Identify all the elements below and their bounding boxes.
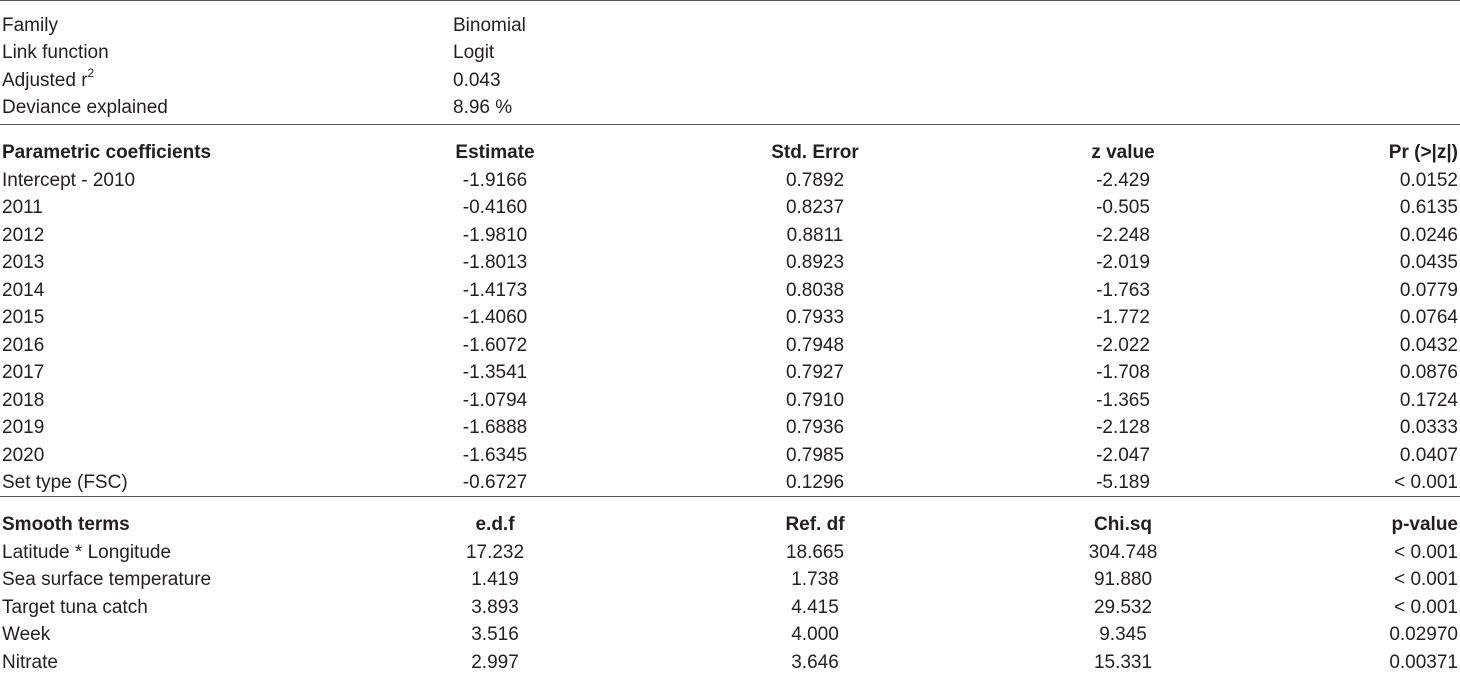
meta-label: Deviance explained (2, 97, 168, 118)
table-cell: 4.415 (791, 596, 839, 618)
table-cell: < 0.001 (1394, 569, 1458, 590)
table-cell: 0.0779 (1399, 279, 1458, 301)
smooth-header-row (0, 512, 1460, 538)
table-cell: 29.532 (1093, 596, 1153, 618)
column-header: Pr (>|z|) (1388, 142, 1458, 163)
column-header: e.d.f (475, 514, 515, 535)
table-row (0, 333, 1460, 359)
table-cell: 0.7936 (785, 417, 845, 438)
table-cell: 0.0407 (1399, 444, 1458, 466)
table-cell: -1.772 (1096, 307, 1150, 328)
table-cell: Intercept - 2010 (2, 169, 136, 191)
table-cell: -1.4060 (462, 307, 528, 328)
table-cell: 0.1296 (785, 472, 845, 493)
table-cell: Latitude * Longitude (2, 541, 172, 563)
table-cell: 3.893 (471, 596, 519, 618)
column-header: z value (1091, 142, 1155, 163)
table-cell: 15.331 (1093, 651, 1153, 673)
table-cell: < 0.001 (1394, 596, 1458, 618)
table-cell: -0.4160 (462, 197, 528, 218)
table-cell: Nitrate (2, 651, 58, 673)
table-row (0, 250, 1460, 276)
meta-row-family (0, 13, 1460, 39)
table-cell: -2.019 (1096, 252, 1150, 273)
table-cell: -1.0794 (462, 389, 528, 411)
table-row (0, 360, 1460, 386)
table-cell: 0.7985 (785, 444, 845, 466)
table-cell: Sea surface temperature (2, 569, 212, 590)
meta-label (2, 65, 95, 94)
table-row (0, 195, 1460, 221)
meta-label-text: Adjusted r (2, 70, 88, 91)
table-cell: < 0.001 (1394, 472, 1458, 493)
table-cell: 0.0432 (1399, 334, 1458, 356)
table-row (0, 223, 1460, 249)
meta-value: 0.043 (453, 70, 501, 91)
superscript: 2 (87, 65, 95, 80)
table-cell: 0.8237 (785, 197, 845, 218)
table-row (0, 470, 1460, 496)
table-cell: 18.665 (785, 541, 845, 563)
table-cell: -0.6727 (462, 472, 528, 493)
table-cell: 9.345 (1099, 624, 1147, 645)
top-rule (0, 0, 1460, 1)
table-cell: -1.4173 (462, 279, 528, 301)
table-row (0, 415, 1460, 441)
table-row (0, 622, 1460, 648)
parametric-header-row (0, 140, 1460, 166)
table-cell: 0.7948 (785, 334, 845, 356)
table-cell: Set type (FSC) (2, 472, 128, 493)
table-cell: -2.022 (1096, 334, 1150, 356)
table-cell: 0.00371 (1389, 651, 1458, 673)
table-cell: 304.748 (1088, 541, 1158, 563)
column-header: Smooth terms (2, 514, 130, 535)
table-cell: -5.189 (1096, 472, 1150, 493)
table-cell: 3.516 (471, 624, 519, 645)
table-cell: -1.9166 (462, 169, 528, 191)
table-cell: 0.8038 (785, 279, 845, 301)
table-cell: -1.365 (1096, 389, 1150, 411)
section-rule (0, 496, 1460, 497)
column-header: Chi.sq (1093, 514, 1153, 535)
table-cell: 2017 (2, 362, 45, 383)
column-header: Parametric coefficients (2, 142, 212, 163)
table-cell: -1.6888 (462, 417, 528, 438)
table-row (0, 567, 1460, 593)
table-cell: 0.7933 (785, 307, 845, 328)
meta-row-deviance (0, 95, 1460, 121)
table-cell: -2.248 (1096, 224, 1150, 246)
table-row (0, 595, 1460, 621)
table-cell: 2015 (2, 307, 45, 328)
table-cell: -0.505 (1096, 197, 1150, 218)
table-cell: 0.8923 (785, 252, 845, 273)
table-cell: 0.0246 (1399, 224, 1458, 246)
meta-value: Binomial (453, 15, 526, 36)
column-header: Estimate (455, 142, 535, 163)
table-cell: 1.738 (791, 569, 839, 590)
meta-label: Link function (2, 42, 109, 63)
table-cell: 2018 (2, 389, 45, 411)
table-row (0, 168, 1460, 194)
table-cell: 0.0152 (1399, 169, 1458, 191)
table-cell: 0.6135 (1399, 197, 1458, 218)
table-cell: 0.0876 (1399, 362, 1458, 383)
table-cell: 0.0764 (1399, 307, 1458, 328)
meta-value: 8.96 % (453, 97, 513, 118)
table-cell: < 0.001 (1394, 541, 1458, 563)
column-header: Std. Error (771, 142, 859, 163)
table-cell: 17.232 (465, 541, 525, 563)
table-cell: 0.0333 (1399, 417, 1458, 438)
table-cell: -1.9810 (462, 224, 528, 246)
table-cell: 1.419 (471, 569, 519, 590)
table-cell: 0.7910 (785, 389, 845, 411)
meta-row-adjusted-r2 (0, 65, 1460, 94)
table-cell: 0.8811 (786, 224, 844, 246)
table-cell: -1.6345 (462, 444, 528, 466)
table-cell: Week (2, 624, 51, 645)
table-cell: -2.128 (1096, 417, 1150, 438)
table-row (0, 278, 1460, 304)
table-row (0, 443, 1460, 469)
table-row (0, 305, 1460, 331)
table-cell: 2016 (2, 334, 45, 356)
table-cell: 91.880 (1093, 569, 1153, 590)
table-cell: 3.646 (791, 651, 839, 673)
table-cell: 2011 (2, 197, 43, 218)
table-cell: -2.429 (1096, 169, 1150, 191)
table-cell: 2012 (2, 224, 45, 246)
table-cell: 2.997 (471, 651, 519, 673)
table-row (0, 540, 1460, 566)
table-cell: -2.047 (1096, 444, 1150, 466)
meta-label: Family (2, 15, 58, 36)
meta-row-link (0, 40, 1460, 66)
table-row (0, 388, 1460, 414)
table-cell: 0.7892 (785, 169, 845, 191)
table-cell: 0.02970 (1389, 624, 1458, 645)
table-cell: 0.7927 (785, 362, 845, 383)
table-cell: 2013 (2, 252, 45, 273)
table-cell: 2020 (2, 444, 45, 466)
column-header: Ref. df (785, 514, 845, 535)
table-cell: -1.6072 (462, 334, 528, 356)
table-cell: -1.708 (1096, 362, 1150, 383)
meta-value: Logit (453, 42, 495, 63)
table-cell: Target tuna catch (2, 596, 148, 618)
table-cell: -1.8013 (462, 252, 528, 273)
table-cell: 0.0435 (1399, 252, 1458, 273)
table-cell: 2014 (2, 279, 45, 301)
table-cell: -1.3541 (462, 362, 528, 383)
table-cell: 4.000 (791, 624, 839, 645)
table-row (0, 650, 1460, 676)
table-cell: 2019 (2, 417, 45, 438)
table-cell: 0.1724 (1399, 389, 1458, 411)
column-header: p-value (1391, 514, 1458, 535)
table-cell: -1.763 (1096, 279, 1150, 301)
section-rule (0, 124, 1460, 125)
